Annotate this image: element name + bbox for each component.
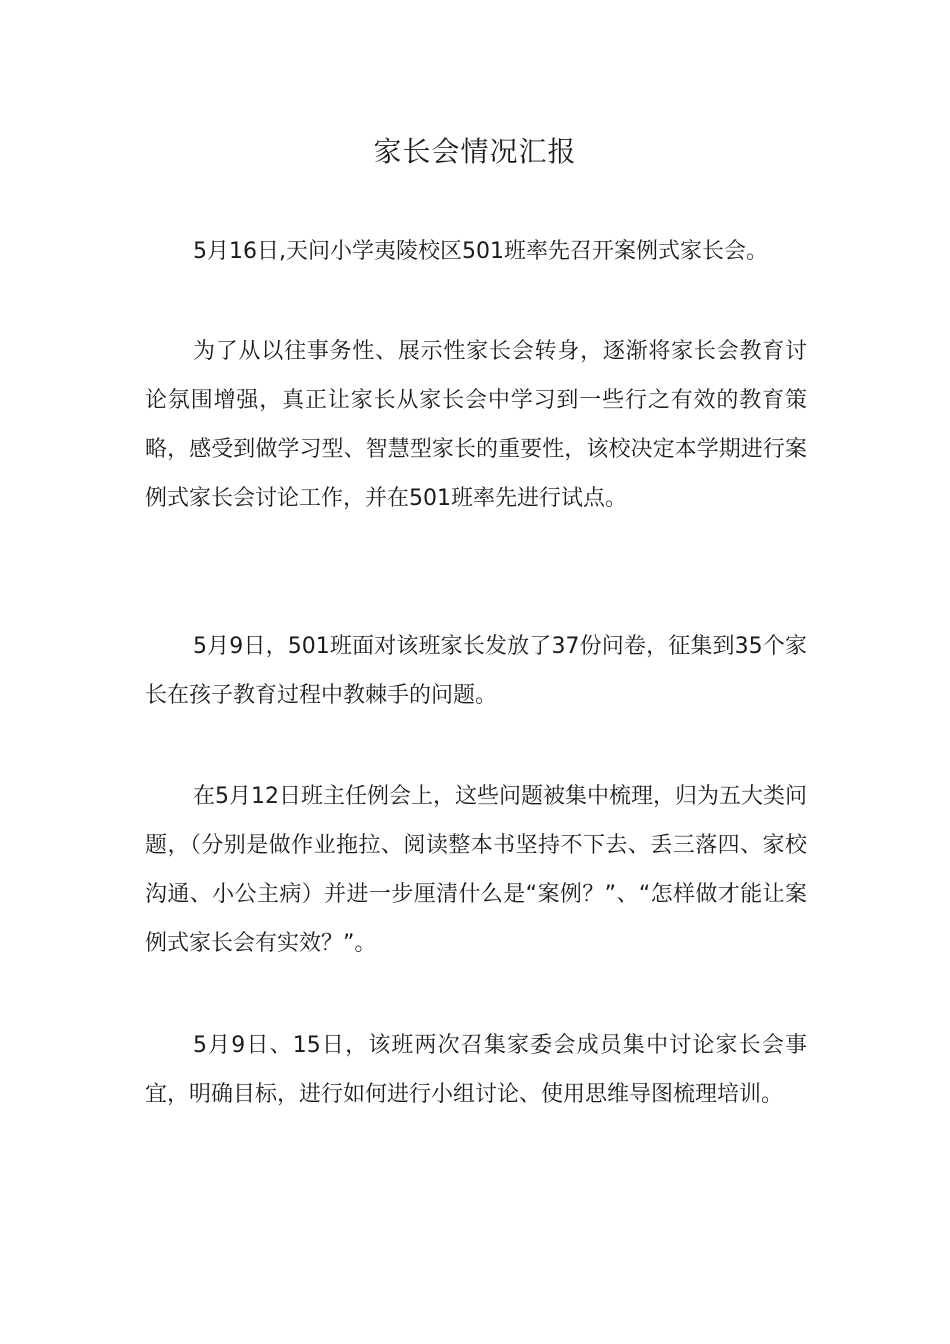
paragraph-3: 5月9日，501班面对该班家长发放了37份问卷，征集到35个家长在孩子教育过程中教棘手的问题。: [145, 634, 807, 708]
document-title: 家长会情况汇报: [373, 135, 577, 168]
paragraph-5: 5月9日、15日，该班两次召集家委会成员集中讨论家长会事宜，明确目标，进行如何进行小组讨论、使用思维导图梳理培训。: [145, 1033, 807, 1107]
paragraph-1: 5月16日,天问小学夷陵校区501班率先召开案例式家长会。: [193, 239, 768, 264]
paragraph-4: 在5月12日班主任例会上，这些问题被集中梳理，归为五大类问题，（分别是做作业拖拉、阅读整本书坚持不下去、丢三落四、家校沟通、小公主病）并进一步厘清什么是“案例？”、“怎样做才能让案例式家长会有实效？”。: [145, 784, 807, 956]
paragraph-2: 为了从以往事务性、展示性家长会转身，逐渐将家长会教育讨论氛围增强，真正让家长从家长会中学习到一些行之有效的教育策略，感受到做学习型、智慧型家长的重要性，该校决定本学期进行案例式家长会讨论工作，并在501班率先进行试点。: [145, 339, 807, 511]
